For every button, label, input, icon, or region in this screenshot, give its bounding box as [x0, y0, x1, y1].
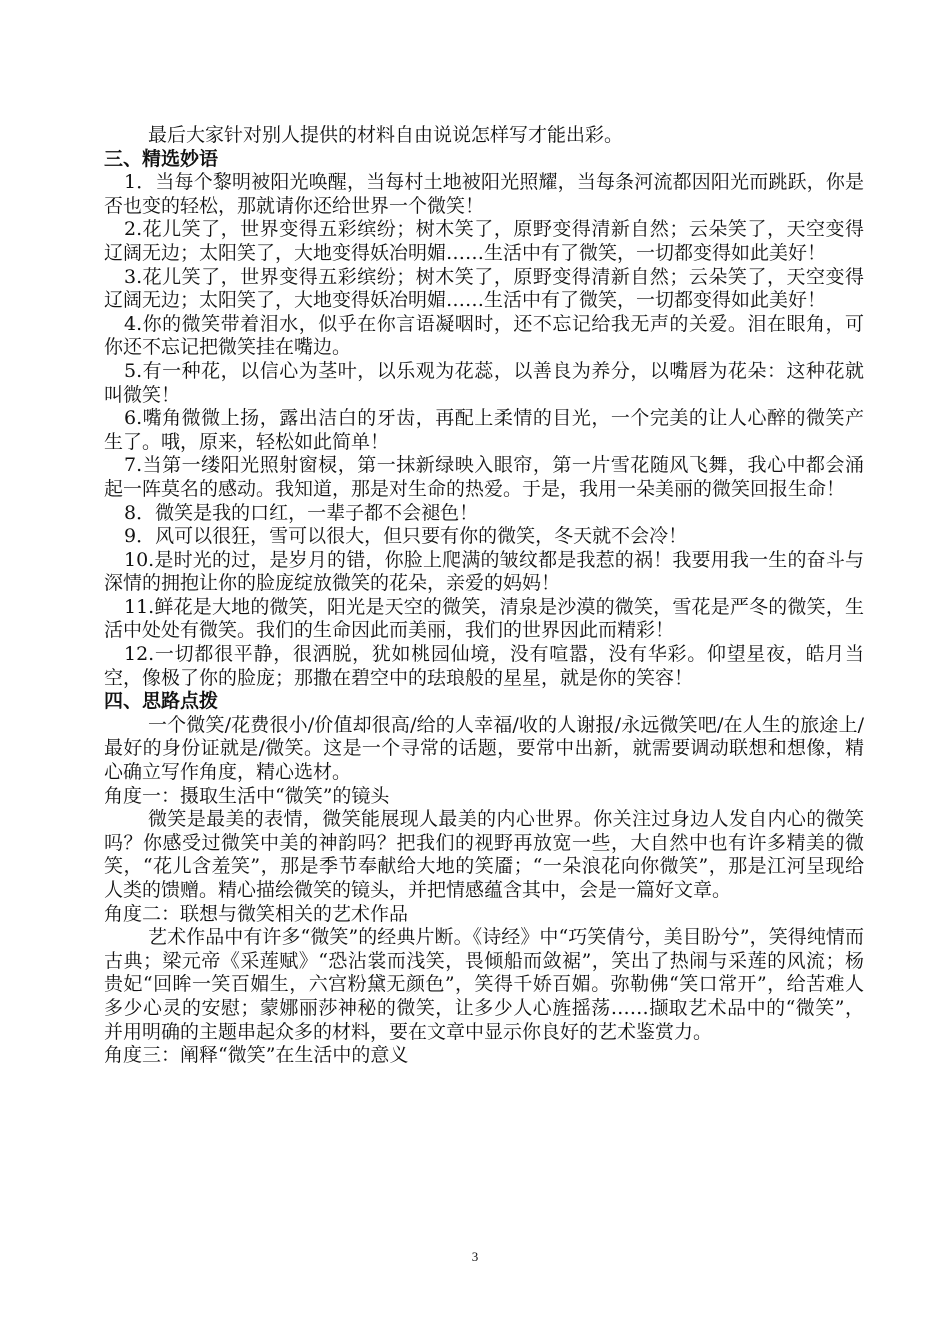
- page-number: 3: [471, 1249, 479, 1264]
- angle-1-heading: 角度一：摄取生活中“微笑”的镜头: [104, 784, 390, 807]
- quote-item: 4.你的微笑带着泪水，似乎在你言语凝咽时，还不忘记给我无声的关爱。泪在眼角，可你还不忘记把微笑挂在嘴边。: [104, 312, 864, 359]
- angle-1-paragraph: 微笑是最美的表情，微笑能展现人最美的内心世界。你关注过身边人发自内心的微笑吗？你感受过微笑中美的神韵吗？把我们的视野再放宽一些，大自然中也有许多精美的微笑，“花儿含羞笑”，那是季节奉献给大地的笑靥；“一朵浪花向你微笑”，那是江河呈现给人类的馈赠。精心描绘微笑的镜头，并把情感蕴含其中，会是一篇好文章。: [104, 808, 864, 901]
- quote-item: 8．微笑是我的口红，一辈子都不会褪色！: [124, 501, 479, 524]
- angle-3-heading: 角度三：阐释“微笑”在生活中的意义: [104, 1044, 409, 1067]
- intro-paragraph: 最后大家针对别人提供的材料自由说说怎样写才能出彩。: [148, 124, 624, 146]
- quote-item: 5.有一种花，以信心为茎叶，以乐观为花蕊，以善良为养分，以嘴唇为花朵：这种花就叫微笑！: [104, 359, 864, 406]
- section-4-heading: 四、思路点拨: [104, 690, 219, 713]
- quote-item: 2.花儿笑了，世界变得五彩缤纷；树木笑了，原野变得清新自然；云朵笑了，天空变得辽阔无边；太阳笑了，大地变得妖冶明媚……生活中有了微笑，一切都变得如此美好！: [104, 218, 864, 264]
- document-body: [104, 124, 864, 1068]
- section-4-intro: 一个微笑/花费很小/价值却很高/给的人幸福/收的人谢报/永远微笑吧/在人生的旅途上/最好的身份证就是/微笑。这是一个寻常的话题，要常中出新，就需要调动联想和想像，精心确立写作角度，精心选材。: [104, 713, 864, 784]
- quote-item: 7.当第一缕阳光照射窗棂，第一抹新绿映入眼帘，第一片雪花随风飞舞，我心中都会涌起一阵莫名的感动。我知道，那是对生命的热爱。于是，我用一朵美丽的微笑回报生命！: [104, 454, 864, 500]
- quote-item: 3.花儿笑了，世界变得五彩缤纷；树木笑了，原野变得清新自然；云朵笑了，天空变得辽阔无边；太阳笑了，大地变得妖冶明媚……生活中有了微笑，一切都变得如此美好！: [104, 265, 864, 312]
- quote-item: 9．风可以很狂，雪可以很大，但只要有你的微笑，冬天就不会冷！: [124, 525, 688, 548]
- quote-item: 11.鲜花是大地的微笑，阳光是天空的微笑，清泉是沙漠的微笑，雪花是严冬的微笑，生活中处处有微笑。我们的生命因此而美丽，我们的世界因此而精彩！: [104, 595, 864, 642]
- quote-item: 1．当每个黎明被阳光唤醒，当每村土地被阳光照耀，当每条河流都因阳光而跳跃，你是否也变的轻松，那就请你还给世界一个微笑！: [104, 171, 864, 217]
- quote-item: 12.一切都很平静，很洒脱，犹如桃园仙境，没有喧嚣，没有华彩。仰望星夜，皓月当空，像极了你的脸庞；那撒在碧空中的珐琅般的星星，就是你的笑容！: [104, 643, 864, 689]
- angle-2-paragraph: 艺术作品中有许多“微笑”的经典片断。《诗经》中“巧笑倩兮，美目盼兮”，笑得纯情而古典；梁元帝《采莲赋》“恐沾裳而浅笑，畏倾船而敛裾”，笑出了热闹与采莲的风流；杨贵妃“回眸一笑百媚生，六宫粉黛无颜色”，笑得千娇百媚。弥勒佛“笑口常开”，给苦难人多少心灵的安慰；蒙娜丽莎神秘的微笑，让多少人心旌摇荡……撷取艺术品中的“微笑”，并用明确的主题串起众多的材料，要在文章中显示你良好的艺术鉴赏力。: [104, 926, 864, 1043]
- quote-item: 6.嘴角微微上扬，露出洁白的牙齿，再配上柔情的目光，一个完美的让人心醉的微笑产生了。哦，原来，轻松如此简单！: [104, 407, 864, 453]
- quote-item: 10.是时光的过，是岁月的错，你脸上爬满的皱纹都是我惹的祸！我要用我一生的奋斗与深情的拥抱让你的脸庞绽放微笑的花朵，亲爱的妈妈！: [104, 548, 864, 595]
- angle-2-heading: 角度二：联想与微笑相关的艺术作品: [104, 902, 409, 925]
- section-3-heading: 三、精选妙语: [104, 147, 219, 170]
- quote-list: [104, 171, 864, 690]
